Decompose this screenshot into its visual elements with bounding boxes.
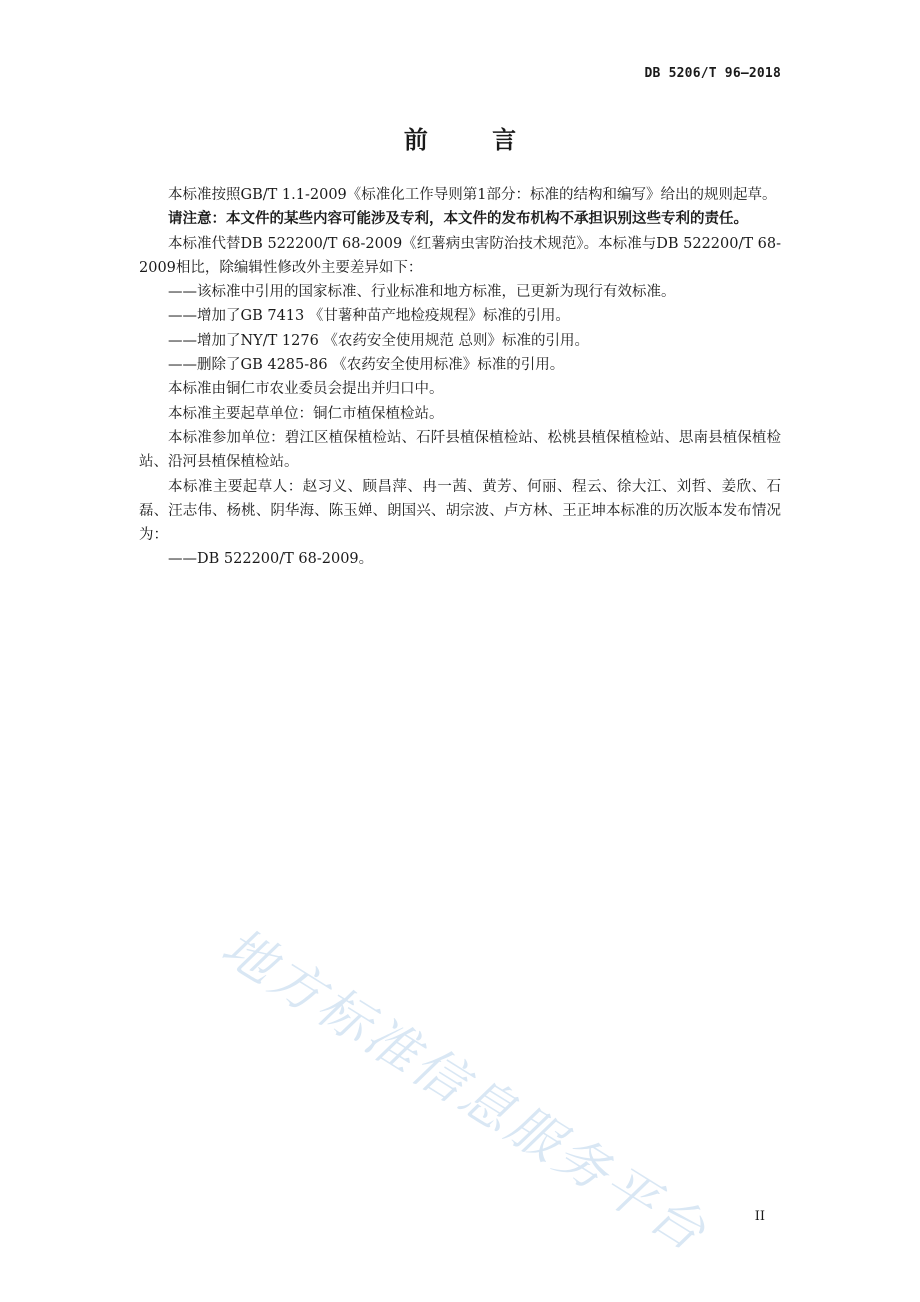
paragraph-patent-notice: 请注意：本文件的某些内容可能涉及专利，本文件的发布机构不承担识别这些专利的责任。 (168, 211, 748, 228)
paragraph-drafters: 本标准主要起草人：赵习义、顾昌萍、冉一茜、黄芳、何丽、程云、徐大江、刘哲、姜欣、石磊、汪志伟、杨桃、阴华海、陈玉婵、朗国兴、胡宗波、卢方林、王正坤本标准的历次版本发布情况为： (139, 478, 781, 544)
paragraph-replacement: 本标准代替DB 522200/T 68-2009《红薯病虫害防治技术规范》。本标准与DB 522200/T 68-2009相比，除编辑性修改外主要差异如下： (139, 235, 781, 276)
paragraph-main-drafter-unit: 本标准主要起草单位：铜仁市植保植检站。 (168, 405, 444, 422)
paragraph-proposer: 本标准由铜仁市农业委员会提出并归口中。 (168, 381, 444, 398)
paragraph-participating-units: 本标准参加单位：碧江区植保植检站、石阡县植保植检站、松桃县植保植检站、思南县植保植检站、沿河县植保植检站。 (139, 429, 781, 471)
watermark-text: 地方标准信息服务平台 (211, 916, 718, 1265)
list-item-change: ——删除了GB 4285-86 《农药安全使用标准》标准的引用。 (168, 357, 565, 374)
list-item-version-history: ——DB 522200/T 68-2009。 (168, 551, 374, 568)
list-item-change: ——增加了NY/T 1276 《农药安全使用规范 总则》标准的引用。 (168, 332, 590, 349)
list-item-change: ——该标准中引用的国家标准、行业标准和地方标准，已更新为现行有效标准。 (168, 284, 676, 301)
page-number: II (754, 1209, 765, 1224)
document-code: DB 5206/T 96—2018 (644, 66, 781, 81)
paragraph-drafting-rule: 本标准按照GB/T 1.1-2009《标准化工作导则第1部分：标准的结构和编写》给出的规则起草。 (168, 187, 777, 203)
foreword-body (139, 183, 781, 572)
page-title: 前 言 (403, 126, 545, 154)
list-item-change: ——增加了GB 7413 《甘薯种苗产地检疫规程》标准的引用。 (168, 308, 570, 325)
